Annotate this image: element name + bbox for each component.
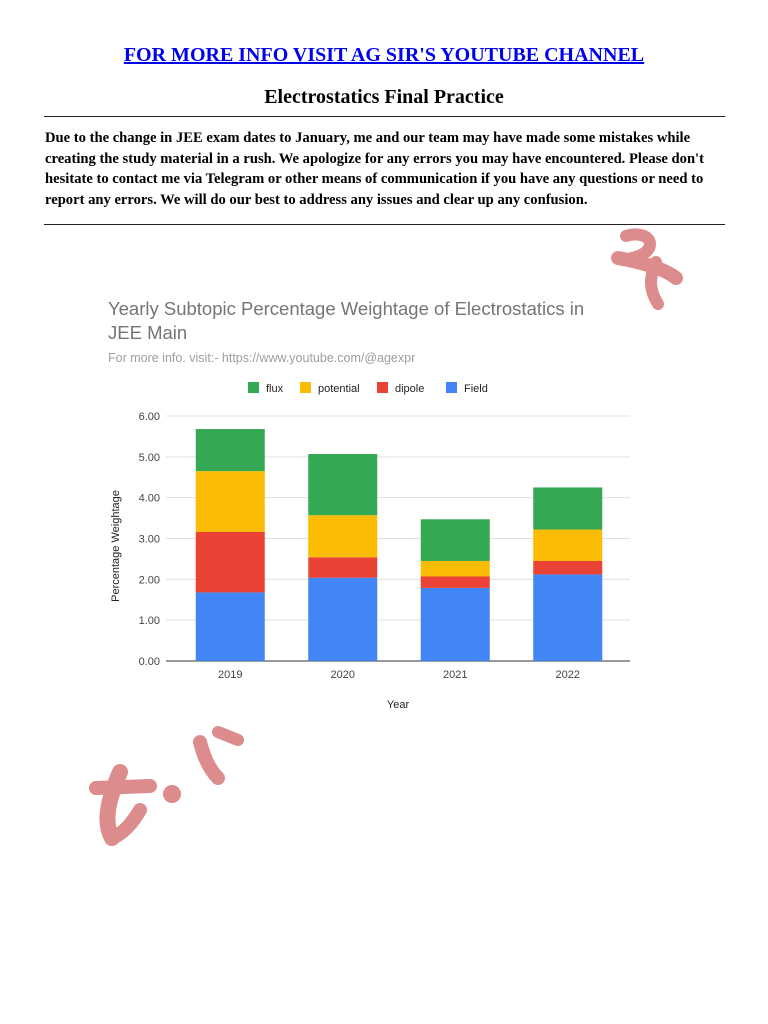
y-tick-label: 1.00 (138, 615, 160, 628)
legend-swatch-flux (248, 382, 259, 393)
y-tick-label: 2.00 (138, 574, 160, 587)
x-tick-label: 2021 (443, 669, 468, 681)
chart-subtitle: For more info. visit:- https://www.youtube.com/@agexpr (108, 351, 416, 365)
legend-label-dipole: dipole (395, 383, 425, 395)
bar-segment-flux-2021 (421, 519, 490, 561)
legend-label-flux: flux (266, 383, 284, 395)
youtube-channel-link[interactable]: FOR MORE INFO VISIT AG SIR'S YOUTUBE CHANNEL (123, 44, 645, 66)
bar-segment-flux-2019 (196, 429, 265, 471)
notice-paragraph: Due to the change in JEE exam dates to January, me and our team may have made some mistakes while creating the study material in a rush. We apologize for any errors you may have encountered. Please don't hesitate to contact me via Telegram or other means of communication if you have any questions or need to report any errors. We will do our best to address any issues and clear up any confusion. (45, 130, 704, 208)
bar-segment-dipole-2019 (196, 532, 265, 592)
legend-label-field: Field (464, 383, 488, 395)
y-tick-label: 4.00 (138, 492, 160, 505)
x-tick-label: 2019 (218, 669, 243, 681)
bar-segment-field-2020 (308, 578, 377, 661)
x-tick-label: 2020 (330, 669, 355, 681)
legend-label-potential: potential (318, 383, 360, 395)
legend-swatch-dipole (377, 382, 388, 393)
chart-bars (196, 429, 603, 661)
bar-segment-field-2022 (533, 574, 602, 661)
page-title: Electrostatics Final Practice (264, 86, 504, 108)
x-tick-label: 2022 (555, 669, 580, 681)
legend-swatch-field (446, 382, 457, 393)
y-tick-label: 5.00 (138, 451, 160, 464)
bar-segment-potential-2022 (533, 530, 602, 561)
chart-legend (248, 382, 488, 395)
y-tick-label: 3.00 (138, 533, 160, 546)
y-axis-title: Percentage Weightage (110, 490, 122, 602)
y-tick-label: 6.00 (138, 411, 160, 423)
x-axis-title: Year (386, 699, 410, 711)
bar-segment-dipole-2022 (533, 561, 602, 574)
y-tick-label: 0.00 (138, 656, 160, 668)
bar-segment-flux-2022 (533, 487, 602, 529)
bar-segment-dipole-2020 (308, 557, 377, 577)
bar-segment-dipole-2021 (421, 576, 490, 587)
bar-segment-potential-2021 (421, 561, 490, 577)
bar-segment-flux-2020 (308, 454, 377, 515)
bar-segment-potential-2020 (308, 515, 377, 557)
bar-segment-field-2019 (196, 592, 265, 661)
x-axis-ticks (218, 669, 580, 681)
bar-segment-potential-2019 (196, 471, 265, 532)
legend-swatch-potential (300, 382, 311, 393)
bar-segment-field-2021 (421, 588, 490, 661)
chart-title-line2: JEE Main (108, 322, 188, 343)
chart-title-line1: Yearly Subtopic Percentage Weightage of Electrostatics in (108, 298, 585, 319)
